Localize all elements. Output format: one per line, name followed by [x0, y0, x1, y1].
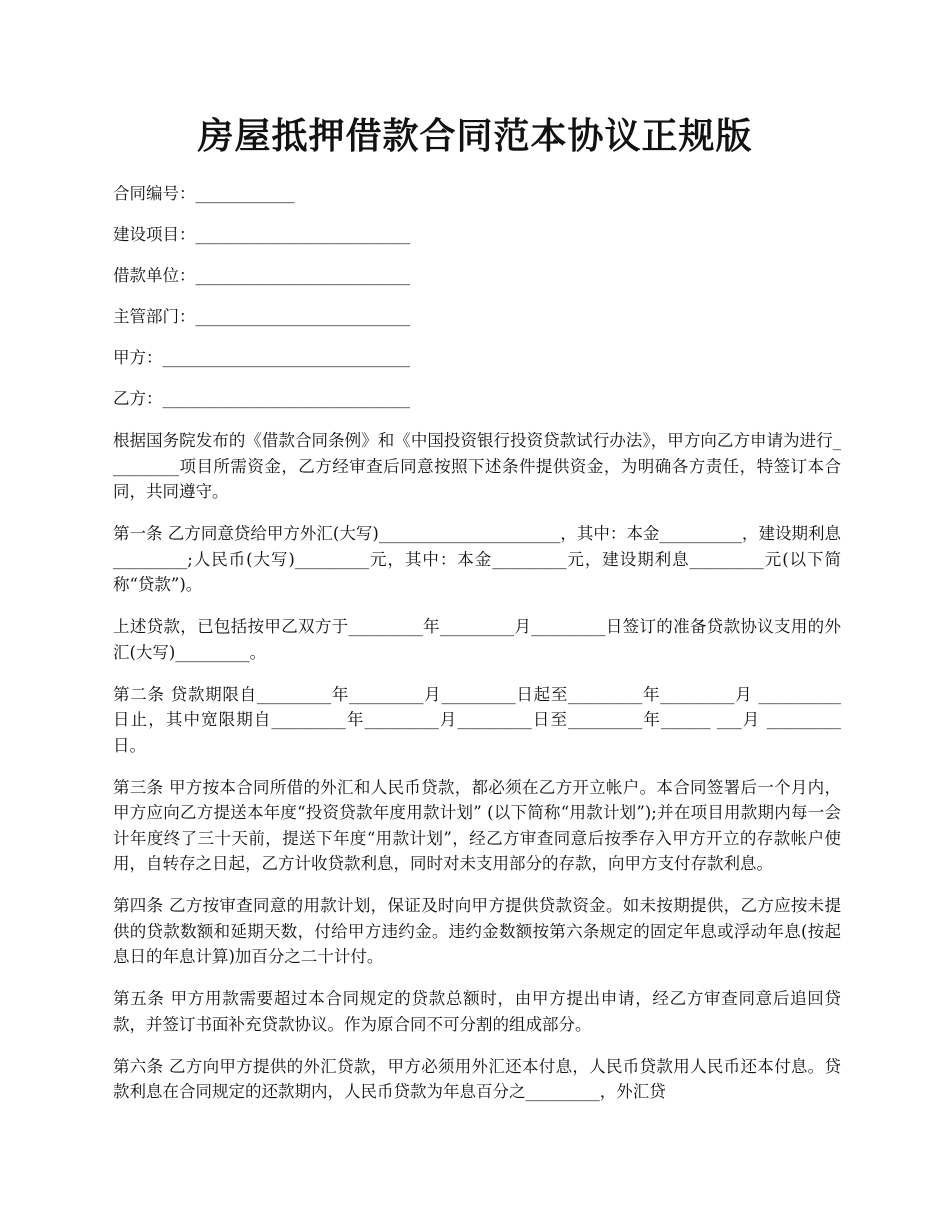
contract-number-field: 合同编号：____________	[113, 184, 295, 203]
article-2-paragraph: 第二条 贷款期限自_________年_________月_________日起至_________年_________月 __________日止，其中宽限期自_________年_________月_________日至_________年______ ___月 _________日。	[113, 684, 841, 755]
party-b-field: 乙方：______________________________	[113, 389, 410, 408]
article-3-paragraph: 第三条 甲方按本合同所借的外汇和人民币贷款，都必须在乙方开立帐户。本合同签署后一个月内，甲方应向乙方提送本年度“投资贷款年度用款计划” (以下简称“用款计划”);并在项目用款期内每一会计年度终了三十天前，提送下年度“用款计划”，经乙方审查同意后按季存入甲方开立的存款帐户使用，自转存之日起，乙方计收贷款利息，同时对未支用部分的存款，向甲方支付存款利息。	[113, 777, 841, 873]
construction-project-field: 建设项目：__________________________	[113, 225, 410, 244]
article-4-paragraph: 第四条 乙方按审查同意的用款计划，保证及时向甲方提供贷款资金。如未按期提供，乙方应按未提供的贷款数额和延期天数，付给甲方违约金。违约金数额按第六条规定的固定年息或浮动年息(按起息日的年息计算)加百分之二十计付。	[113, 896, 841, 966]
party-a-field: 甲方：______________________________	[113, 348, 410, 367]
article-1-paragraph: 第一条 乙方同意贷给甲方外汇(大写)______________________，其中：本金__________，建设期利息 _________;人民币(大写)_________元，其中：本金_________元，建设期利息_________元(以下简称“贷款”)。	[113, 524, 841, 594]
article-6-paragraph: 第六条 乙方向甲方提供的外汇贷款，甲方必须用外汇还本付息，人民币贷款用人民币还本付息。贷款利息在合同规定的还款期内，人民币贷款为年息百分之_________，外汇贷	[113, 1056, 841, 1101]
supervising-department-field: 主管部门：__________________________	[113, 307, 410, 326]
article-5-paragraph: 第五条 甲方用款需要超过本合同规定的贷款总额时，由甲方提出申请，经乙方审查同意后追回贷款，并签订书面补充贷款协议。作为原合同不可分割的组成部分。	[113, 989, 841, 1034]
document-title: 房屋抵押借款合同范本协议正规版	[197, 115, 753, 157]
loan-inclusion-paragraph: 上述贷款，已包括按甲乙双方于_________年_________月_________日签订的准备贷款协议支用的外汇(大写)_________。	[113, 617, 841, 662]
borrowing-unit-field: 借款单位：__________________________	[113, 266, 410, 285]
contract-body	[113, 428, 841, 1121]
preamble-paragraph: 根据国务院发布的《借款合同条例》和《中国投资银行投资贷款试行办法》，甲方向乙方申请为进行_________项目所需资金，乙方经审查后同意按照下述条件提供资金，为明确各方责任，特签订本合同，共同遵守。	[113, 431, 841, 501]
